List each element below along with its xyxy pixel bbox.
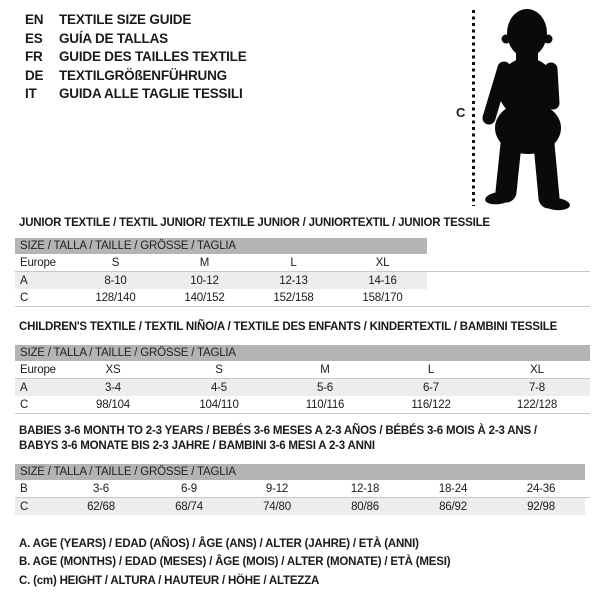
table-cell: 128/140	[95, 291, 136, 304]
language-title-block	[25, 11, 247, 104]
table-title-block	[15, 216, 590, 231]
children-size-table	[15, 320, 590, 414]
table-cell: 62/68	[87, 500, 115, 513]
table-row	[15, 480, 585, 497]
table-cell: 6-7	[422, 381, 440, 394]
guide-title: GUÍA DE TALLAS	[59, 30, 168, 46]
region-label: Europe	[20, 256, 56, 269]
toddler-silhouette-icon	[482, 6, 574, 211]
table-cell: 3-6	[92, 482, 110, 495]
row-label: B	[20, 482, 28, 495]
table-title: CHILDREN'S TEXTILE / TEXTIL NIÑO/A / TEXTILE DES ENFANTS / KINDERTEXTIL / BAMBINI TESSILE	[19, 321, 558, 333]
guide-title: TEXTILGRÖßENFÜHRUNG	[59, 67, 227, 83]
table-cell: 140/152	[184, 291, 225, 304]
table-row	[15, 498, 585, 515]
table-cell: 74/80	[263, 500, 291, 513]
table-row	[15, 289, 427, 306]
table-row	[15, 379, 590, 396]
table-cell: 116/122	[411, 398, 451, 411]
language-row	[25, 67, 247, 86]
size-columns-row	[15, 254, 427, 271]
table-title-block	[15, 424, 590, 454]
table-cell: 24-36	[526, 482, 556, 495]
legend-line-a: A. AGE (YEARS) / EDAD (AÑOS) / ÂGE (ANS) / ALTER (JAHRE) / ETÀ (ANNI)	[19, 538, 419, 550]
language-row	[25, 11, 247, 30]
table-row	[15, 396, 590, 413]
table-cell: 98/104	[96, 398, 130, 411]
legend-block	[19, 535, 450, 590]
table-title: BABYS 3-6 MONATE BIS 2-3 JAHRE / BAMBINI 3-6 MESI A 2-3 ANNI	[19, 440, 375, 452]
column-header: S	[111, 256, 120, 269]
row-label: C	[20, 291, 29, 304]
table-cell: 7-8	[528, 381, 546, 394]
column-header: M	[199, 256, 210, 269]
size-header-bar: SIZE / TALLA / TAILLE / GRÖSSE / TAGLIA	[15, 238, 427, 254]
language-code: FR	[25, 49, 43, 64]
language-row	[25, 85, 247, 104]
table-cell: 110/116	[305, 398, 345, 411]
table-title-block	[15, 320, 590, 335]
guide-title: TEXTILE SIZE GUIDE	[59, 12, 192, 27]
table-cell: 86/92	[439, 500, 467, 513]
size-header-bar: SIZE / TALLA / TAILLE / GRÖSSE / TAGLIA	[15, 345, 590, 361]
babies-size-table	[15, 424, 590, 515]
column-header: L	[290, 256, 297, 269]
language-code: DE	[25, 67, 44, 83]
guide-title: GUIDE DES TAILLES TEXTILE	[59, 49, 247, 64]
column-header: S	[215, 363, 223, 376]
table-cell: 9-12	[265, 482, 289, 495]
table-cell: 80/86	[351, 500, 379, 513]
table-row	[15, 272, 427, 289]
table-cell: 122/128	[516, 398, 558, 411]
language-row	[25, 30, 247, 49]
table-title: JUNIOR TEXTILE / TEXTIL JUNIOR/ TEXTILE JUNIOR / JUNIORTEXTIL / JUNIOR TESSILE	[19, 217, 490, 229]
table-cell: 8-10	[104, 274, 127, 287]
table-cell: 5-6	[316, 381, 334, 394]
table-cell: 18-24	[438, 482, 468, 495]
row-label: A	[20, 381, 28, 394]
table-cell: 152/158	[273, 291, 314, 304]
column-header: XS	[105, 363, 121, 376]
guide-title: GUIDA ALLE TAGLIE TESSILI	[59, 86, 243, 101]
size-columns-row	[15, 361, 590, 378]
row-label: C	[20, 500, 29, 513]
row-label: C	[20, 398, 29, 411]
table-cell: 4-5	[210, 381, 228, 394]
table-cell: 14-16	[368, 274, 397, 287]
table-cell: 158/170	[362, 291, 403, 304]
language-code: IT	[25, 86, 37, 101]
column-header: M	[320, 363, 330, 376]
language-row	[25, 48, 247, 67]
table-cell: 3-4	[104, 381, 122, 394]
language-code: ES	[25, 30, 43, 46]
row-label: A	[20, 274, 28, 287]
table-cell: 12-18	[350, 482, 380, 495]
table-title: BABIES 3-6 MONTH TO 2-3 YEARS / BEBÉS 3-6 MESES A 2-3 AÑOS / BÉBÉS 3-6 MOIS À 2-3 ANS /	[19, 425, 537, 437]
table-cell: 10-12	[190, 274, 219, 287]
table-cell: 68/74	[175, 500, 203, 513]
table-cell: 92/98	[527, 500, 555, 513]
column-header: L	[427, 363, 435, 376]
column-header: XL	[375, 256, 390, 269]
column-header: XL	[530, 363, 544, 376]
height-measure-label: C	[456, 105, 466, 120]
size-header-bar: SIZE / TALLA / TAILLE / GRÖSSE / TAGLIA	[15, 464, 585, 480]
table-bottom-line	[15, 306, 590, 307]
height-dotted-line	[472, 10, 475, 206]
legend-line-c: C. (cm) HEIGHT / ALTURA / HAUTEUR / HÖHE / ALTEZZA	[19, 574, 320, 587]
table-cell: 12-13	[279, 274, 308, 287]
table-cell: 104/110	[199, 398, 239, 411]
region-label: Europe	[20, 363, 56, 376]
table-cell: 6-9	[180, 482, 198, 495]
table-bottom-line	[15, 413, 590, 414]
legend-line-b: B. AGE (MONTHS) / EDAD (MESES) / ÂGE (MOIS) / ALTER (MONATE) / ETÀ (MESI)	[19, 556, 451, 569]
language-code: EN	[25, 12, 44, 27]
junior-size-table	[15, 216, 590, 307]
